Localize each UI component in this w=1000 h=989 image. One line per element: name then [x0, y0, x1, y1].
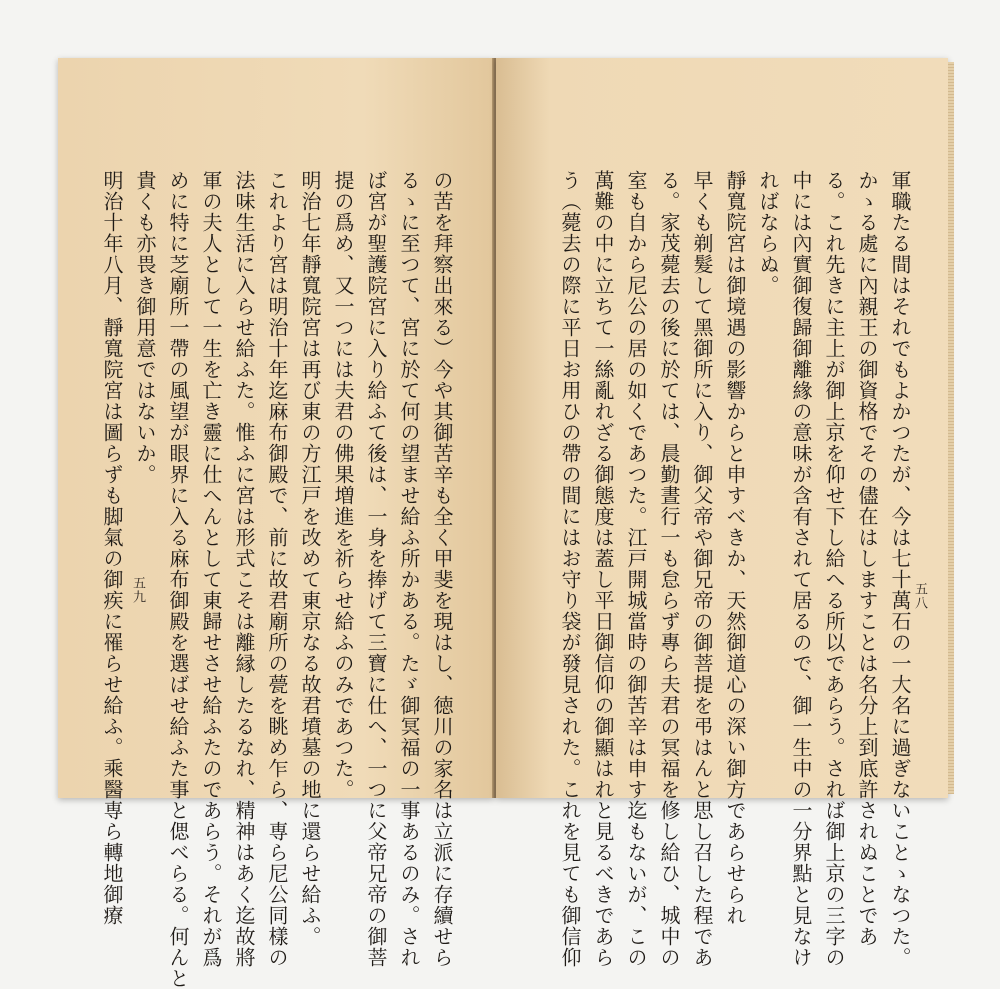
text-line: う（薨去の際に平日お用ひの帶の間にはお守り袋が發見された。これを見ても御信仰: [558, 170, 582, 968]
text-line: るゝに至つて、宮に於て何の望ませ給ふ所かある。たゞ御冥福の一事あるのみ。され: [397, 170, 421, 968]
left-page-body: [100, 170, 458, 989]
text-line: 萬難の中に立ちて一絲亂れざる御態度は蓋し平日御信仰の御顯はれと見るべきであら: [591, 170, 615, 968]
text-line: これより宮は明治十年迄麻布御殿で、前に故君廟所の甍を眺め乍ら、専ら尼公同樣の: [265, 170, 289, 968]
left-page: [58, 58, 494, 989]
text-line: 靜寬院宮は御境遇の影響からと申すべきか、天然御道心の深い御方であらせられ: [723, 170, 747, 926]
text-line: 室も自から尼公の居の如くであつた。江戸開城當時の御苦辛は申す迄もないが、この: [624, 170, 648, 968]
page-number-right: 五八: [912, 582, 927, 610]
text-line: 明治七年靜寬院宮は再び東の方江戸を改めて東京なる故君墳墓の地に還らせ給ふ。: [298, 170, 322, 947]
page-edges: [948, 62, 954, 794]
text-line: めに特に芝廟所一帶の風望が眼界に入る麻布御殿を選ばせ給ふた事と偲べらる。何んと: [166, 170, 190, 989]
text-line: 法味生活に入らせ給ふた。惟ふに宮は形式こそは離縁したるなれ、精神はあく迄故將: [232, 170, 256, 968]
text-line: る。家茂薨去の後に於ては、晨勤晝行一も怠らず專ら夫君の冥福を修し給ひ、城中の: [657, 170, 681, 968]
text-line: 軍職たる間はそれでもよかつたが、今は七十萬石の一大名に過ぎないことゝなつた。: [888, 170, 912, 968]
text-line: ればならぬ。: [756, 170, 780, 296]
text-line: かゝる處に內親王の御資格でその儘在はしますことは名分上到底許されぬことであ: [855, 170, 879, 947]
right-page: [496, 58, 948, 968]
text-line: 貴くも亦畏き御用意ではないか。: [133, 170, 157, 485]
text-line: 中には內實御復歸御離緣の意味が含有されて居るので、御一生中の一分界點と見なけ: [789, 170, 813, 968]
text-line: の苦を拜察出來る）今や其御苦辛も全く甲斐を現はし、徳川の家名は立派に存續せら: [430, 170, 454, 968]
text-line: 軍の夫人として一生を亡き靈に仕へんとして東歸せさせ給ふたのであらう。それが爲: [199, 170, 223, 968]
text-line: 早くも剃髮して黑御所に入り、御父帝や御兄帝の御菩提を弔はんと思し召した程であ: [690, 170, 714, 968]
text-line: 明治十年八月、靜寬院宮は圖らずも脚氣の御疾に罹らせ給ふ。乘醫専ら轉地御療: [100, 170, 124, 926]
page-number-left: 五九: [130, 576, 145, 604]
text-line: る。これ先きに主上が御上京を仰せ下し給へる所以であらう。されば御上京の三字の: [822, 170, 846, 968]
text-line: ば宮が聖護院宮に入り給ふて後は、一身を捧げて三寶に仕へ、一つに父帝兄帝の御菩: [364, 170, 388, 968]
open-book: [52, 58, 952, 989]
text-line: 提の爲め、又一つには夫君の佛果増進を祈らせ給ふのみであつた。: [331, 170, 355, 800]
right-page-body: [558, 170, 916, 968]
